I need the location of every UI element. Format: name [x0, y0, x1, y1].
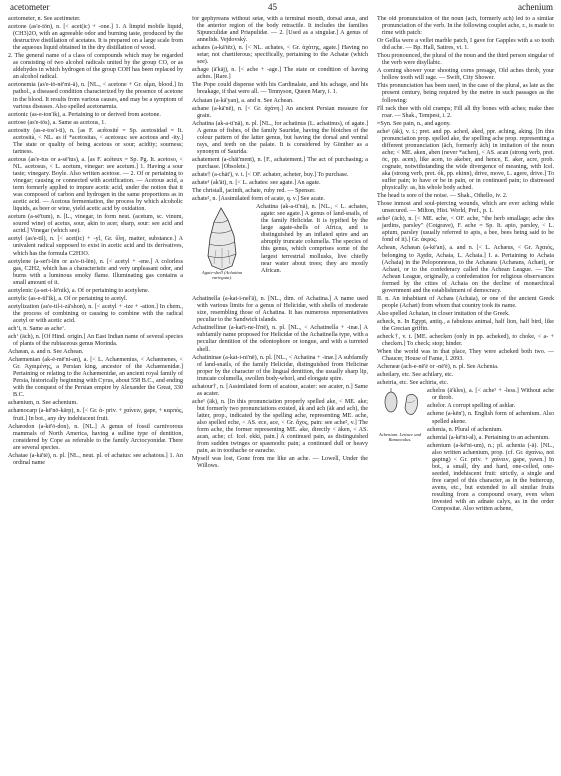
- dictionary-entry: acetylic (as-e-til'ik), a. Of or pertaining to acetyl.: [8, 295, 128, 302]
- dictionary-entry: Achæmenian (ak-ē-mē'ni-an), a. [< L. Achæmenius, < Achæmenes, < Gr. Ἀχαιμένης, a Persian king, ancestor of the Achæmenidæ.] Pertaining or relating to the Achæmenidæ, an ancient royal family of Persia, historically beginning with Cyrus, about 558 B.C., and ending with the conquest of the Persian empire by Alexander the Great, 330 B.C.: [8, 357, 183, 399]
- dictionary-entry: achenial (a-kē'ni-al), a. Pertaining to an achenium.: [427, 434, 550, 441]
- dictionary-entry: The head is sore of the noise. — Shak., Othello, iv. 2.: [377, 193, 508, 200]
- dictionary-entry: Or Gellia were a vellet marble patch, I gave for Gapples with a so tooth did ache. — Bp. Hall, Satires, vi. 1.: [377, 38, 554, 52]
- running-head-right: achenium: [518, 2, 553, 12]
- column-3: [377, 16, 554, 772]
- dictionary-entry: Achæan, a. and n. See Achean.: [8, 349, 84, 356]
- dictionary-entry: acetous (as'e-tus or a-sē'tus), a. [as F. acéteux = Sp. Pg. It. acetoso, < NL. acetosus, < L. acetum, vinegar: see acetum.] 1. Having a sour taste; vinegary. Boyle. Also written acetose. — 2. Of or pertaining to vinegar; causing or connected with acetification. — Acetous acid, a term formerly applied to impure acetic acid, under the notion that it was composed of carbon and hydrogen in the same proportions as in acetic acid. — Acetous fermentation, the process by which alcoholic liquids, as beer or wine, yield acetic acid by oxidation.: [8, 156, 183, 213]
- dictionary-entry: achatour†, n. [Assimilated form of acatour, acater: see acater, n.] Same as acater.: [192, 383, 368, 397]
- dictionary-entry: achage (ā'kāj), n. [< ache + -age.] The state or condition of having aches. [Rare.]: [192, 67, 368, 81]
- dictionary-entry: acetum (a-sē'tum), n. [L., vinegar, in form neut. (acetum, sc. vinum, soured wine) of acetus, sour, akin to acer, sharp, sour: see acid and acrid.] Vinegar (which see).: [8, 214, 183, 235]
- dictionary-entry: acheilary, etc. See achilary, etc.: [377, 372, 454, 379]
- dictionary-entry: acetonic (as-e-ton'ik), a. Pertaining to or derived from acetone.: [8, 111, 161, 118]
- dictionary-entry: Achatae (a-kā'tē), n. pl. [NL., neut. pl. of achatus: see achatous.] 1. An ordinal name: [8, 452, 183, 466]
- dictionary-entry: achænium, n. See achenium.: [8, 400, 78, 407]
- dictionary-entry: acetose (as'e-tōs), a. Same as acetous, 1.: [8, 119, 106, 126]
- dictionary-entry: acetone (as'e-tōn), n. [< acet(ic) + -one.] 1. A limpid mobile liquid, (CH3)2O, with an agreeable odor and burning taste, produced by the destructive distillation of acetates. It is prepared on a large scale from the aqueous liquid obtained in the dry distillation of wood.: [8, 24, 183, 52]
- dictionary-entry: achate¹ (ak'āt), n. [< L. achates: see agate.] An agate.: [192, 180, 321, 187]
- dictionary-entry: Achatinella (a-kat-i-nel'ä), n. [NL., dim. of Achatina.] A name used with various limits for a genus of Helicidæ, with shells of moderate size, resembling those of Achatina. It has numerous representatives peculiar to the Sandwich islands.: [192, 296, 368, 324]
- dictionary-entry: 2. The general name of a class of compounds which may be regarded as consisting of two alcohol radicals united by the group CO, or as aldehydes in which hydrogen of the group COH has been replaced by an alcohol radical.: [8, 53, 183, 81]
- dictionary-entry: =Syn. See pain, n., and agony.: [377, 120, 451, 127]
- dictionary-entry: acetosity (as-e-tos'i-ti), n. [as F. acétosité = Sp. acetosidad = It. acetosità, < NL. as if *acetositas, < acetosus: see acetous and -ity.] The state or quality of being acetous or sour; acidity; sourness; tartness.: [8, 127, 183, 155]
- dictionary-entry: acetyl (as'e-til), n. [< acet(ic) + -yl, Gr. ὕλη, matter, substance.] A univalent radical supposed to exist in acetic acid and its derivatives, which has the formula C2H3O.: [8, 236, 183, 257]
- dictionary-entry: achene (a-kēn'), n. English form of achenium. Also spelled akene.: [427, 411, 554, 425]
- dictionary-entry: achates (a-kā'tēz), n. [< NL. achates, < Gr. ἀχάτης, agate.] Having no setæ; not chætiferous; specifically, pertaining to the Achatæ (which see).: [192, 45, 368, 66]
- dictionary-entry: Achatina (ak-a-ti'nä), n. pl. [NL., for achatinus (L. achatinus), of agate.] A genus of fishes, of the family Sauridæ, having the blotches of the colour pattern of the latter genus, but having the dorsal and ventral rays, and teeth on the palate. It is considered by Günther as a synonym of Saurida.: [192, 120, 368, 155]
- dictionary-entry: Achaian (a-kā'yan), a. and n. See Achean.: [192, 97, 294, 104]
- dictionary-entry: achatement (a-chāt'ment), n. [F., achatement.] The act of purchasing; a purchase. [Obsolete.]: [192, 156, 368, 170]
- dictionary-entry: Achæodon (a-kē'ō-don), n. [NL.] A genus of fossil carnivorous mammals of North America, having a sulline type of dentition, considered by Cope as referable to the family Arctocyonidæ. There are several species.: [8, 423, 183, 451]
- dictionary-entry: ache² (āch), n. [< ME. ache, < OF. ache, "the herb smallage; ache des jardins, parsley" (Cotgrave), F. ache = Sp. It. apio, parsley, < L. apium, parsley (usually referred to apis, a bee, bees being said to be fond of it).] Gr. ἀκρος.: [377, 216, 554, 244]
- dictionary-entry: acetylene (a-set'i-lēn or as'e-ti-lēn), n. [< acetyl + -ene.] A colorless gas, C2H2, which has a characteristic and very unpleasant odor, and burns with a luminous smoky flame. Illuminating gas contains a small amount of it.: [8, 258, 183, 286]
- running-head-left: acetometer: [10, 2, 50, 12]
- figure-caption: Agate-shell (Achatina variegata).: [201, 270, 243, 281]
- dictionary-entry: Achean, Achæan (a-kē'an), a. and n. [< L. Achæus, < Gr. Ἀχαιός, belonging to Ἀχαΐα, Achaia, L. Achaia.] I. a. Pertaining to Achaia (Achaia) in the Peloponnesus, to the Achæans (Achæans, Achæi), or Achaei, or to the confederacy called the Achean League. — The Achean League, originally, a confederation for religious observances formed by the cities of Achaia on the decline of monarchical government and the establishment of democracy.: [377, 245, 554, 294]
- dictionary-entry: achate², n. [Assimilated form of acate, q. v.] See acate.: [192, 196, 325, 203]
- achenium-figure: [377, 388, 554, 513]
- dictionary-entry: ache¹ (āk), v. i.; pret. and pp. ached, aked, ppr. aching, aking. [In this pronunciation prop. spelled ake, the spelling ache prop. representing a different pronunciation (āch, formerly āch) in imitation of the noun ache; < ME. aken, aben (never *achen), < AS. acan (strong verb, pret. ōc, pp. acen), like acen, to akeber, and hence, E. aker, acre, prob. cognate, notwithstanding the wide divergence of meaning, with Icel. aka (strong verb, pret. ók, pp. ekinn), drive, move, L. agere, drive.] To suffer pain; to have or be in pain, or in continued pain; to distressed physically: as, his whole body ached.: [377, 128, 554, 192]
- dictionary-entry: acheiria, etc. See achiria, etc.: [377, 380, 449, 387]
- column-2: [192, 16, 368, 772]
- dictionary-entry: acheck, n. In Egypt, antiq., a fabulous animal, half lion, half bird, like the Grecian griffin.: [377, 318, 554, 332]
- dictionary-entry: achʻi, n. Same as acheʻ.: [8, 325, 66, 332]
- dictionary-entry: achate† (a-chāt'), v. t. [< OF. achater, acheter, buy.] To purchase.: [192, 171, 349, 178]
- dictionary-entry: The christall, jacinth, achate, ruby red. — Spenser.: [192, 188, 316, 195]
- dictionary-entry: acetylenic (a-set-i-lē'nik), a. Of or pertaining to acetylene.: [8, 287, 150, 294]
- column-1: [8, 16, 183, 772]
- dictionary-entry: Achatina (ak-a-tī'nä), n. [NL., < L. achates, agate: see agate.] A genus of land-snails, of the family Helicidæ. It is typified by the large agate-shells of Africa, and is distinguished by an inflated spire and an abruptly truncate columella. The species of this genus, which comprises some of the largest terrestrial mollusks, live chiefly near water about trees; they are mostly African.: [256, 204, 368, 274]
- dictionary-entry: Achatinellinæ (a-kat'i-ne-lī'nē), n. pl. [NL., < Achatinella + -inæ.] A subfamily name proposed for Helicidæ of the Achatinella type, with a peculiar dentition of the odontophore or tongue, and with a turreted shell.: [192, 325, 368, 353]
- dictionary-entry: Also spelled Achaian, in closer imitation of the Greek.: [377, 310, 510, 317]
- dictionary-entry: A coming shower your shooting corns presage, Old aches throb, your hollow tooth will rage. — Swift, City Shower.: [377, 68, 554, 82]
- dictionary-entry: Achatininae (a-kat-i-ni'nē), n. pl. [NL., < Achatina + -inæ.] A subfamily of land-snails, of the family Helicidæ, distinguished from Helicinæ proper by the character of the lingual dentition, the usually sharp lip, truncate columella, swollen body-whorl, and elongate spire.: [192, 354, 368, 382]
- dictionary-entry: The old pronunciation of the noun (ach, formerly ach) led to a similar pronunciation of the verb. In the following couplet ache, r., is made to rime with patch:: [377, 16, 554, 37]
- dictionary-entry: Those inmost and soul-piercing wounds, which are ever aching while unsecured. — Milton, Hist. World, Pref., p. 1.: [377, 201, 554, 215]
- dictionary-entry: acetonemia (as'e-tō-nē'mi-ä), n. [NL., < acetone + Gr. αἷμα, blood.] In pathol., a diseased condition characterized by the presence of acetone in the blood. It results from various causes, and may be a symptom of various diseases. Also spelled acetonæmia.: [8, 82, 183, 110]
- dictionary-entry: achenia, n. Plural of achenium.: [427, 426, 503, 433]
- dictionary-entry: When the world was in that place, They were acheked both two. — Chaucer, House of Fame, l. 2093.: [377, 349, 554, 363]
- dictionary-entry: Acheneæ (ach-e-nē'ē or -nē'ē), n. pl. See Achenia.: [377, 364, 499, 371]
- dictionary-entry: acetometer, n. See acetimeter.: [8, 16, 81, 22]
- dictionary-entry: achane (a-kā'nē), n. [< Gr. ἀχάνη.] An ancient Persian measure for grain.: [192, 105, 368, 119]
- dictionary-entry: acetylization (as'e-til-i-zā'shon), n. [< acetyl + -ize + -ation.] In chem., the process of combining or causing to combine with the radical acetyl or with acetic acid.: [8, 303, 183, 324]
- dictionary-entry: II. n. An inhabitant of Achæa (Achaia), or one of the ancient Greek people (Achæi) from whom that country took its name.: [377, 295, 554, 309]
- dictionary-entry: achænocarp (a-kē'nō-kärp), n. [< Gr. ἀ- priv. + χαίνειν, gape, + καρπός, fruit.] In bot., any dry indehiscent fruit.: [8, 408, 183, 422]
- dictionary-entry: Myself was lost, Gone from me like an ache. — Lowell, Under the Willows.: [192, 456, 368, 470]
- figure-caption: Achenium. Lettuce and Ranunculus.: [378, 432, 422, 443]
- page-header: [0, 0, 561, 14]
- dictionary-entry: The Pope could dispense with his Cardinalate, and his achage, and his breakage, if that were all. — Tennyson, Queen Mary, i. 1.: [192, 82, 368, 96]
- page-number: 45: [268, 2, 277, 12]
- agate-shell-figure: [192, 204, 368, 294]
- dictionary-entry: achelor. A corrupt spelling of ashlar.: [427, 403, 516, 410]
- dictionary-entry: for gephyreans without setæ, with a terminal mouth, dorsal anus, and the anterior region of the body retractile. It includes the families Sipunculidæ and Priapulidæ. — 2. [Used as a singular.] A genus of annelids. Vejdovský.: [192, 16, 368, 44]
- dictionary-entry: achenium (a-kē'ni-um), n.; pl. achenia (-ä). [NL., also written achænium, prop. (cf. Gr. ἀχαίνω, not gaping) < Gr. priv. + χαίνειν, gape, yawn.] In bot., a small, dry and hard, one-celled, one-seeded, indehiscent fruit: strictly, a single and free carpel of this character, as in the buttercup, avens, etc., but extended to all similar fruits resulting from a compound ovary, even when invested with an adnate calyx, as in the order Compositæ. Also written achene,: [427, 442, 554, 513]
- dictionary-entry: Thou pronounced, the plural of the noun and the third person singular of the verb were disyllabic.: [377, 53, 554, 67]
- dictionary-entry: ache¹ (āk), n. [In this pronunciation properly spelled ake, < ME. ake; but formerly two pronunciations existed, āk and āch (āk and ach), the latter, prop., indicated by the spelling ache, representing ME. ache, also spelled eche, < AS. ece, ace, < Gr. ἄχος, pain: see ache², v.] The form ache, the former representing ME. ake, directly < āken, < AS. acan, ache; cf. Icel. ekki, pain.] A continued pain, as distinguished from sudden twinges or spasmodic pain; a continued dull or heavy pain, as in toothache or earache.: [192, 398, 368, 455]
- dictionary-entry: achʻ (äch), n. [Of Hind. origin.] An East Indian name of several species of plants of the rubiaceous genus Morinda.: [8, 334, 183, 348]
- dictionary-entry: achelos (ā'kles), a. [< ache¹ + -less.] Without ache or throb.: [427, 388, 554, 402]
- dictionary-entry: I'll rack thee with old cramps; Fill all thy bones with aches; make thee roar. — Shak., Tempest, i. 2.: [377, 105, 554, 119]
- dictionary-entry: This pronunciation has been used, in the case of the plural, as late as the present century, being required by the metre in such passages as the following:: [377, 83, 554, 104]
- dictionary-entry: acheck†, v. t. [ME. achecken (only in pp. acheked), to choke, < a- + checken.] To check; stop; hinder.: [377, 334, 554, 348]
